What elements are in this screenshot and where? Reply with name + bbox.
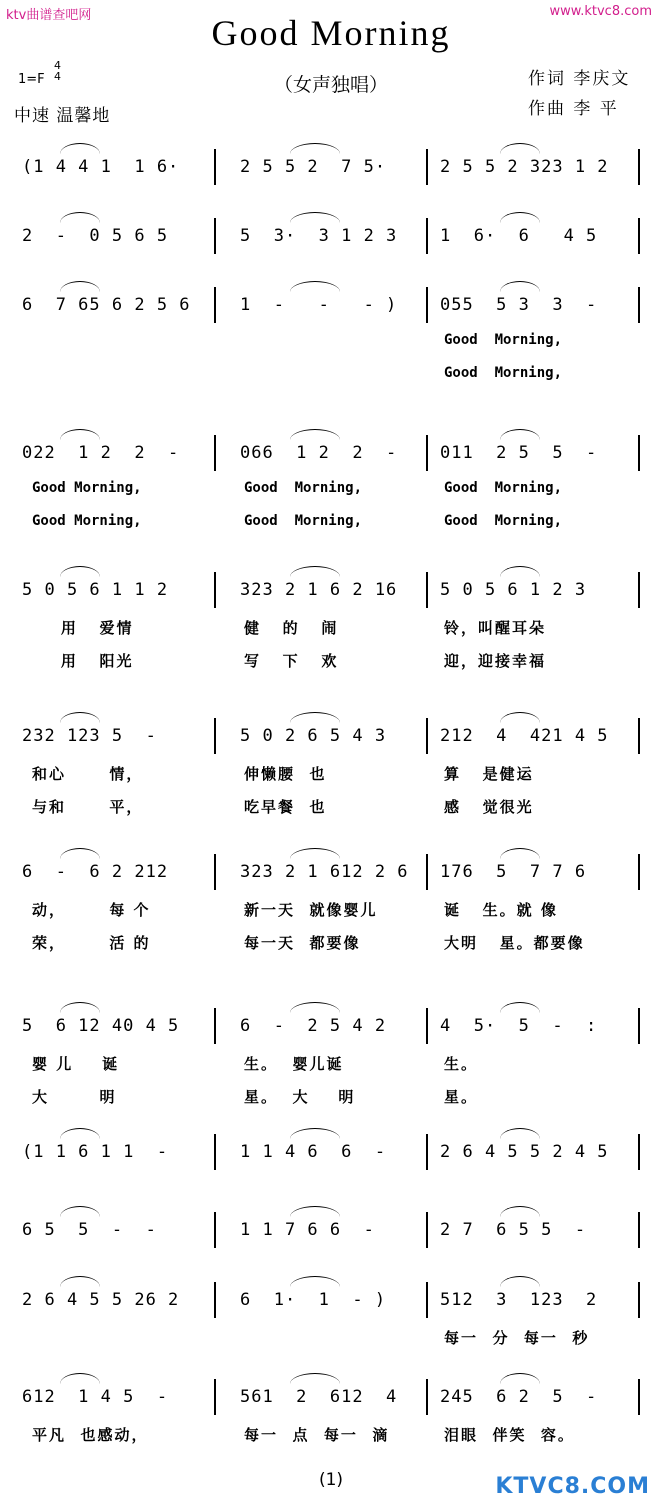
bar-line: [638, 1282, 640, 1318]
score-system: [0, 580, 662, 670]
lyric-line: 迎，迎接幸福: [444, 652, 547, 670]
lyric-line: 泪眼 伴笑 容。: [444, 1426, 575, 1444]
lyricist-credit: 作词 李庆文: [528, 69, 631, 89]
composer-credit: 作曲 李 平: [528, 99, 619, 119]
lyric-line: 婴 儿 诞: [32, 1055, 120, 1073]
score-system: [0, 157, 662, 187]
slur-mark: [290, 1002, 340, 1013]
lyric-line: 每一 点 每一 滴: [244, 1426, 390, 1444]
site-logo: KTVC8.COM: [495, 1474, 650, 1499]
lyric-line: 生。 婴儿诞: [244, 1055, 344, 1073]
bar-line: [426, 854, 428, 890]
lyric-line: 与和 平，: [32, 798, 144, 816]
measure-notes: 512 3 123 2: [440, 1290, 598, 1310]
bar-line: [638, 1134, 640, 1170]
measure-notes: 4 5· 5 - :: [440, 1016, 598, 1036]
song-title: Good Morning: [211, 13, 451, 53]
slur-mark: [60, 566, 100, 577]
measure-notes: 561 2 612 4: [240, 1387, 398, 1407]
measure-notes: 2 7 6 5 5 -: [440, 1220, 587, 1240]
measure-notes: 1 1 4 6 6 -: [240, 1142, 387, 1162]
lyric-line: 感 觉很光: [444, 798, 534, 816]
measure-notes: 6 1· 1 - ): [240, 1290, 387, 1310]
bar-line: [638, 435, 640, 471]
measure-notes: 5 0 5 6 1 1 2: [22, 580, 169, 600]
measure-notes: 1 6· 6 4 5: [440, 226, 598, 246]
bar-line: [214, 435, 216, 471]
measure-notes: 5 3· 3 1 2 3: [240, 226, 398, 246]
bar-line: [638, 1212, 640, 1248]
slur-mark: [290, 848, 340, 859]
measure-notes: (1 4 4 1 1 6·: [22, 157, 180, 177]
lyric-line: 每一天 都要像: [244, 934, 361, 952]
bar-line: [638, 572, 640, 608]
bar-line: [638, 1379, 640, 1415]
slur-mark: [290, 1128, 340, 1139]
score-system: [0, 226, 662, 256]
watermark-site-url[interactable]: www.ktvc8.com: [549, 4, 652, 19]
lyric-line: 用 爱情: [32, 619, 134, 637]
bar-line: [426, 287, 428, 323]
bar-line: [638, 854, 640, 890]
bar-line: [638, 718, 640, 754]
lyric-line: Good Morning,: [244, 513, 363, 529]
measure-notes: 176 5 7 7 6: [440, 862, 587, 882]
measure-notes: 612 1 4 5 -: [22, 1387, 169, 1407]
slur-mark: [290, 712, 340, 723]
measure-notes: 066 1 2 2 -: [240, 443, 398, 463]
time-sig-top: 4: [54, 59, 61, 72]
bar-line: [426, 149, 428, 185]
lyric-line: 大 明: [32, 1088, 117, 1106]
bar-line: [214, 1379, 216, 1415]
measure-notes: 5 0 5 6 1 2 3: [440, 580, 587, 600]
lyric-line: 新一天 就像婴儿: [244, 901, 378, 919]
slur-mark: [60, 712, 100, 723]
slur-mark: [500, 1206, 540, 1217]
tempo-marking: 中速 温馨地: [14, 106, 111, 126]
slur-mark: [290, 212, 340, 223]
slur-mark: [290, 429, 340, 440]
measure-notes: 323 2 1 6 2 16: [240, 580, 398, 600]
slur-mark: [290, 143, 340, 154]
key-label: 1=F: [18, 72, 45, 87]
slur-mark: [500, 712, 540, 723]
bar-line: [426, 572, 428, 608]
measure-notes: 022 1 2 2 -: [22, 443, 180, 463]
measure-notes: 5 0 2 6 5 4 3: [240, 726, 387, 746]
slur-mark: [60, 848, 100, 859]
measure-notes: 6 - 6 2 212: [22, 862, 169, 882]
measure-notes: 011 2 5 5 -: [440, 443, 598, 463]
lyric-line: 写 下 欢: [244, 652, 339, 670]
lyric-line: 伸懒腰 也: [244, 765, 327, 783]
score-system: [0, 862, 662, 952]
slur-mark: [500, 848, 540, 859]
bar-line: [638, 287, 640, 323]
slur-mark: [60, 429, 100, 440]
score-system: [0, 1290, 662, 1347]
slur-mark: [60, 281, 100, 292]
lyric-line: 动， 每 个: [32, 901, 151, 919]
slur-mark: [500, 1276, 540, 1287]
page-number: (1): [318, 1470, 344, 1490]
measure-notes: 055 5 3 3 -: [440, 295, 598, 315]
slur-mark: [500, 1373, 540, 1384]
slur-mark: [290, 566, 340, 577]
watermark-left: ktv曲谱查吧网: [6, 8, 92, 23]
measure-notes: 323 2 1 612 2 6: [240, 862, 409, 882]
lyric-line: 平凡 也感动，: [32, 1426, 149, 1444]
lyric-line: Good Morning,: [444, 513, 563, 529]
lyric-line: 大明 星。都要像: [444, 934, 585, 952]
bar-line: [426, 1134, 428, 1170]
lyric-line: Good Morning,: [32, 480, 142, 496]
key-signature: [18, 59, 61, 87]
lyric-line: 健 的 闹: [244, 619, 339, 637]
lyric-line: 铃，叫醒耳朵: [444, 619, 547, 637]
lyric-line: 生。: [444, 1055, 479, 1073]
bar-line: [214, 1134, 216, 1170]
measure-notes: 232 123 5 -: [22, 726, 157, 746]
bar-line: [426, 718, 428, 754]
bar-line: [426, 218, 428, 254]
bar-line: [426, 1008, 428, 1044]
lyric-line: 算 是健运: [444, 765, 534, 783]
measure-notes: 1 - - - ): [240, 295, 398, 315]
lyric-line: Good Morning,: [244, 480, 363, 496]
lyric-line: 和心 情，: [32, 765, 144, 783]
measure-notes: 1 1 7 6 6 -: [240, 1220, 375, 1240]
slur-mark: [290, 1276, 340, 1287]
bar-line: [426, 1212, 428, 1248]
bar-line: [214, 1008, 216, 1044]
slur-mark: [290, 1206, 340, 1217]
measure-notes: 5 6 12 40 4 5: [22, 1016, 180, 1036]
measure-notes: 2 - 0 5 6 5: [22, 226, 169, 246]
time-signature: [54, 60, 61, 82]
time-sig-bottom: 4: [54, 70, 61, 83]
slur-mark: [60, 1128, 100, 1139]
slur-mark: [500, 1002, 540, 1013]
bar-line: [426, 1379, 428, 1415]
slur-mark: [500, 566, 540, 577]
slur-mark: [60, 1373, 100, 1384]
lyric-line: 吃早餐 也: [244, 798, 327, 816]
lyric-line: 诞 生。就 像: [444, 901, 558, 919]
slur-mark: [290, 1373, 340, 1384]
slur-mark: [60, 212, 100, 223]
bar-line: [638, 218, 640, 254]
slur-mark: [500, 1128, 540, 1139]
slur-mark: [500, 281, 540, 292]
measure-notes: (1 1 6 1 1 -: [22, 1142, 169, 1162]
slur-mark: [500, 212, 540, 223]
lyric-line: 每一 分 每一 秒: [444, 1329, 590, 1347]
song-subtitle: （女声独唱）: [273, 74, 388, 96]
lyric-line: Good Morning,: [444, 480, 563, 496]
score-system: [0, 1387, 662, 1444]
bar-line: [214, 572, 216, 608]
bar-line: [214, 718, 216, 754]
lyric-line: 星。: [444, 1088, 479, 1106]
score-system: [0, 726, 662, 816]
slur-mark: [500, 143, 540, 154]
lyric-line: 用 阳光: [32, 652, 134, 670]
slur-mark: [60, 1002, 100, 1013]
score-system: [0, 1142, 662, 1172]
bar-line: [214, 218, 216, 254]
score-system: [0, 1220, 662, 1250]
lyric-line: Good Morning,: [444, 365, 563, 381]
lyric-line: Good Morning,: [32, 513, 142, 529]
slur-mark: [290, 281, 340, 292]
bar-line: [426, 435, 428, 471]
score-system: [0, 295, 662, 381]
score-system: [0, 443, 662, 529]
measure-notes: 6 - 2 5 4 2: [240, 1016, 387, 1036]
slur-mark: [60, 1206, 100, 1217]
bar-line: [214, 1282, 216, 1318]
measure-notes: 6 5 5 - -: [22, 1220, 157, 1240]
measure-notes: 2 5 5 2 323 1 2: [440, 157, 609, 177]
lyric-line: Good Morning,: [444, 332, 563, 348]
bar-line: [214, 149, 216, 185]
bar-line: [638, 149, 640, 185]
bar-line: [638, 1008, 640, 1044]
slur-mark: [60, 143, 100, 154]
measure-notes: 212 4 421 4 5: [440, 726, 609, 746]
bar-line: [426, 1282, 428, 1318]
bar-line: [214, 287, 216, 323]
lyric-line: 星。 大 明: [244, 1088, 356, 1106]
measure-notes: 6 7 65 6 2 5 6: [22, 295, 191, 315]
bar-line: [214, 1212, 216, 1248]
lyric-line: 荣， 活 的: [32, 934, 151, 952]
measure-notes: 2 6 4 5 5 26 2: [22, 1290, 180, 1310]
slur-mark: [60, 1276, 100, 1287]
measure-notes: 2 6 4 5 5 2 4 5: [440, 1142, 609, 1162]
measure-notes: 2 5 5 2 7 5·: [240, 157, 387, 177]
score-system: [0, 1016, 662, 1106]
slur-mark: [500, 429, 540, 440]
bar-line: [214, 854, 216, 890]
measure-notes: 245 6 2 5 -: [440, 1387, 598, 1407]
